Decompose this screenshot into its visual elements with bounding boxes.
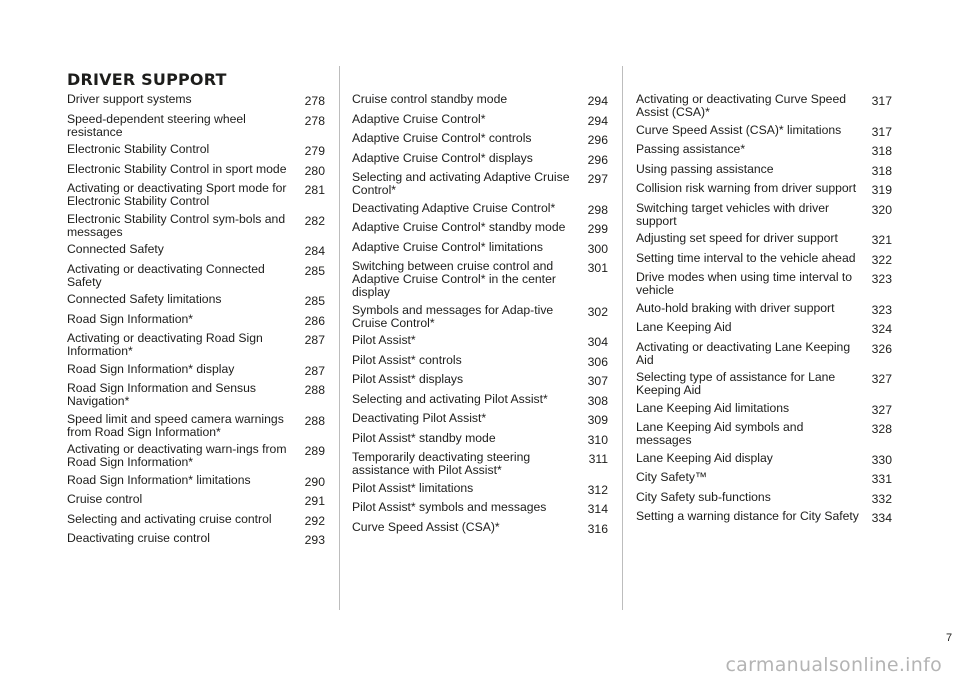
toc-entry-title[interactable]: Lane Keeping Aid display <box>636 450 773 465</box>
toc-entry-title[interactable]: Cruise control <box>67 492 143 506</box>
toc-entry-page[interactable]: 318 <box>871 144 892 158</box>
toc-entry-page[interactable]: 292 <box>304 513 325 528</box>
toc-column-2 <box>352 93 608 540</box>
page-number: 7 <box>946 632 953 644</box>
toc-entry-title[interactable]: City Safety™ <box>636 470 708 484</box>
toc-entry[interactable] <box>67 293 325 308</box>
watermark: carmanualsonline.info <box>725 654 942 676</box>
toc-entry-title[interactable]: Adaptive Cruise Control* displays <box>352 150 533 165</box>
toc-entry-title[interactable]: Connected Safety <box>67 242 164 256</box>
toc-entry-page[interactable]: 288 <box>304 383 325 397</box>
toc-entry-title[interactable]: Symbols and messages for Adap-tive Cruise Control* <box>352 302 554 330</box>
toc-entry-page[interactable]: 321 <box>871 233 892 247</box>
toc-entry[interactable] <box>352 241 608 256</box>
toc-entry[interactable] <box>636 182 892 197</box>
toc-entry[interactable] <box>352 432 608 447</box>
toc-entry-page[interactable]: 293 <box>304 533 325 547</box>
toc-entry-title[interactable]: Activating or deactivating Road Sign Information* <box>67 331 263 358</box>
toc-entry-page[interactable]: 330 <box>871 452 892 467</box>
toc-entry[interactable] <box>67 243 325 258</box>
toc-entry[interactable] <box>67 313 325 328</box>
toc-entry-page[interactable]: 299 <box>587 222 608 236</box>
toc-entry[interactable] <box>67 143 325 158</box>
toc-entry[interactable] <box>636 302 892 317</box>
toc-entry-page[interactable]: 291 <box>304 494 325 508</box>
toc-entry-page[interactable]: 319 <box>871 183 892 197</box>
toc-entry[interactable] <box>352 113 608 128</box>
toc-entry-title[interactable]: City Safety sub-functions <box>636 489 771 504</box>
toc-entry[interactable] <box>636 252 892 267</box>
toc-entry-page[interactable]: 307 <box>587 374 608 388</box>
toc-entry-page[interactable]: 324 <box>871 322 892 336</box>
toc-entry-title[interactable]: Activating or deactivating Lane Keeping Aid <box>636 339 851 367</box>
toc-entry-page[interactable]: 317 <box>871 94 892 108</box>
toc-entry[interactable] <box>636 124 892 139</box>
toc-entry[interactable] <box>67 182 325 208</box>
toc-entry-title[interactable]: Selecting and activating Adaptive Cruise Control* <box>352 170 570 197</box>
toc-entry-title[interactable]: Electronic Stability Control in sport mode <box>67 161 287 176</box>
toc-entry[interactable] <box>67 493 325 508</box>
toc-entry-page[interactable]: 308 <box>587 393 608 408</box>
toc-entry-page[interactable]: 282 <box>304 213 325 228</box>
toc-entry[interactable] <box>67 113 325 139</box>
toc-entry[interactable] <box>67 513 325 528</box>
toc-entry-page[interactable]: 334 <box>871 511 892 525</box>
toc-entry-page[interactable]: 311 <box>588 452 608 466</box>
toc-entry-page[interactable]: 294 <box>587 94 608 108</box>
toc-entry-page[interactable]: 306 <box>587 354 608 369</box>
toc-column-1 <box>67 93 325 552</box>
toc-entry-page[interactable]: 286 <box>304 313 325 328</box>
toc-entry-page[interactable]: 284 <box>304 244 325 258</box>
toc-entry-title[interactable]: Speed-dependent steering wheel resistance <box>67 111 246 139</box>
toc-column-3 <box>636 93 892 530</box>
toc-entry-page[interactable]: 327 <box>871 372 892 386</box>
toc-entry-title[interactable]: Pilot Assist* symbols and messages <box>352 500 547 514</box>
toc-entry-page[interactable]: 326 <box>871 341 892 356</box>
toc-entry-title[interactable]: Using passing assistance <box>636 161 774 176</box>
toc-entry-title[interactable]: Deactivating Adaptive Cruise Control* <box>352 200 556 215</box>
toc-entry[interactable] <box>352 202 608 217</box>
toc-entry-title[interactable]: Drive modes when using time interval to vehicle <box>636 270 853 297</box>
toc-entry-page[interactable]: 287 <box>304 363 325 378</box>
toc-entry-title[interactable]: Road Sign Information and Sensus Navigation* <box>67 381 257 408</box>
toc-entry-title[interactable]: Electronic Stability Control sym-bols and messages <box>67 211 286 239</box>
toc-entry-page[interactable]: 301 <box>587 261 608 275</box>
toc-entry-title[interactable]: Driver support systems <box>67 92 192 106</box>
toc-entry-page[interactable]: 279 <box>304 144 325 158</box>
toc-entry[interactable] <box>352 354 608 369</box>
toc-entry-title[interactable]: Road Sign Information* <box>67 311 194 326</box>
toc-entry-page[interactable]: 288 <box>304 413 325 428</box>
toc-entry-page[interactable]: 294 <box>587 113 608 128</box>
toc-entry-title[interactable]: Pilot Assist* standby mode <box>352 430 496 445</box>
toc-entry-title[interactable]: Pilot Assist* controls <box>352 352 462 367</box>
toc-entry-page[interactable]: 281 <box>304 183 325 197</box>
toc-entry-title[interactable]: Adaptive Cruise Control* controls <box>352 131 532 145</box>
toc-entry[interactable] <box>67 263 325 289</box>
toc-entry[interactable] <box>636 93 892 119</box>
toc-entry-title[interactable]: Adjusting set speed for driver support <box>636 231 838 245</box>
toc-entry[interactable] <box>636 232 892 247</box>
toc-entry[interactable] <box>352 132 608 147</box>
toc-entry-page[interactable]: 318 <box>871 163 892 178</box>
toc-entry-title[interactable]: Adaptive Cruise Control* standby mode <box>352 220 566 234</box>
toc-entry[interactable] <box>352 521 608 536</box>
toc-entry-title[interactable]: Lane Keeping Aid symbols and messages <box>636 420 804 447</box>
toc-entry-title[interactable]: Road Sign Information* limitations <box>67 472 251 487</box>
toc-entry-page[interactable]: 331 <box>871 472 892 486</box>
toc-entry[interactable] <box>67 413 325 439</box>
toc-entry[interactable] <box>636 143 892 158</box>
toc-entry[interactable] <box>352 373 608 388</box>
toc-entry-title[interactable]: Setting a warning distance for City Safety <box>636 509 859 523</box>
toc-entry-page[interactable]: 287 <box>304 333 325 347</box>
toc-entry[interactable] <box>352 412 608 427</box>
toc-entry[interactable] <box>636 341 892 367</box>
toc-entry-title[interactable]: Selecting and activating cruise control <box>67 511 272 526</box>
toc-entry-page[interactable]: 302 <box>587 304 608 319</box>
toc-entry[interactable] <box>67 532 325 547</box>
toc-entry-title[interactable]: Adaptive Cruise Control* <box>352 111 486 126</box>
toc-entry-title[interactable]: Deactivating Pilot Assist* <box>352 411 487 425</box>
toc-entry-page[interactable]: 316 <box>587 521 608 536</box>
toc-entry-page[interactable]: 317 <box>871 124 892 139</box>
toc-entry[interactable] <box>636 471 892 486</box>
toc-entry-page[interactable]: 280 <box>304 163 325 178</box>
toc-entry[interactable] <box>636 421 892 447</box>
toc-entry-page[interactable]: 278 <box>304 113 325 128</box>
toc-entry-title[interactable]: Pilot Assist* <box>352 333 416 347</box>
toc-entry-page[interactable]: 298 <box>587 202 608 217</box>
toc-entry-title[interactable]: Road Sign Information* display <box>67 361 235 376</box>
toc-entry-title[interactable]: Pilot Assist* limitations <box>352 480 474 495</box>
toc-entry-page[interactable]: 327 <box>871 402 892 417</box>
toc-entry-title[interactable]: Deactivating cruise control <box>67 531 210 545</box>
toc-entry-title[interactable]: Setting time interval to the vehicle ahead <box>636 250 856 265</box>
toc-entry-page[interactable]: 285 <box>304 294 325 308</box>
toc-entry-page[interactable]: 314 <box>587 502 608 516</box>
toc-entry-title[interactable]: Activating or deactivating warn-ings from Road Sign Information* <box>67 442 287 469</box>
toc-entry-title[interactable]: Adaptive Cruise Control* limitations <box>352 239 544 254</box>
toc-entry-title[interactable]: Connected Safety limitations <box>67 292 222 306</box>
toc-entry-page[interactable]: 278 <box>304 94 325 108</box>
toc-entry[interactable] <box>352 482 608 497</box>
toc-entry[interactable] <box>352 152 608 167</box>
toc-entry[interactable] <box>636 321 892 336</box>
toc-entry-page[interactable]: 309 <box>587 413 608 427</box>
toc-entry-title[interactable]: Switching target vehicles with driver support <box>636 200 830 228</box>
toc-entry-title[interactable]: Selecting and activating Pilot Assist* <box>352 391 548 406</box>
toc-entry-page[interactable]: 310 <box>587 432 608 447</box>
toc-entry-page[interactable]: 323 <box>871 272 892 286</box>
toc-entry-page[interactable]: 296 <box>587 152 608 167</box>
toc-entry-page[interactable]: 289 <box>304 444 325 458</box>
toc-entry-title[interactable]: Auto-hold braking with driver support <box>636 300 835 315</box>
column-divider <box>339 66 340 610</box>
toc-entry-page[interactable]: 297 <box>587 172 608 186</box>
toc-entry-title[interactable]: Collision risk warning from driver support <box>636 181 857 195</box>
toc-entry[interactable] <box>636 271 892 297</box>
toc-entry-title[interactable]: Activating or deactivating Curve Speed Assist (CSA)* <box>636 92 847 119</box>
toc-entry-title[interactable]: Activating or deactivating Sport mode for Electronic Stability Control <box>67 181 287 208</box>
toc-entry-title[interactable]: Passing assistance* <box>636 142 746 156</box>
toc-entry-page[interactable]: 323 <box>871 302 892 317</box>
toc-entry[interactable] <box>352 393 608 408</box>
toc-entry[interactable] <box>67 382 325 408</box>
toc-entry-title[interactable]: Electronic Stability Control <box>67 142 210 156</box>
toc-entry[interactable] <box>352 451 608 477</box>
toc-entry-page[interactable]: 285 <box>304 263 325 278</box>
toc-entry-title[interactable]: Pilot Assist* displays <box>352 372 464 386</box>
toc-entry[interactable] <box>352 171 608 197</box>
toc-entry-title[interactable]: Activating or deactivating Connected Safety <box>67 261 265 289</box>
toc-entry[interactable] <box>636 510 892 525</box>
toc-entry-page[interactable]: 304 <box>587 335 608 349</box>
toc-entry-title[interactable]: Lane Keeping Aid <box>636 320 732 334</box>
column-divider <box>622 66 623 610</box>
toc-entry[interactable] <box>352 501 608 516</box>
toc-entry-page[interactable]: 328 <box>871 422 892 436</box>
toc-entry[interactable] <box>67 163 325 178</box>
toc-entry-page[interactable]: 332 <box>871 491 892 506</box>
toc-entry[interactable] <box>636 202 892 228</box>
toc-entry[interactable] <box>352 304 608 330</box>
toc-entry[interactable] <box>636 163 892 178</box>
toc-entry[interactable] <box>67 332 325 358</box>
section-heading: DRIVER SUPPORT <box>67 70 227 89</box>
toc-entry[interactable] <box>67 474 325 489</box>
toc-entry-title[interactable]: Speed limit and speed camera warnings from Road Sign Information* <box>67 411 284 439</box>
toc-entry-title[interactable]: Switching between cruise control and Adaptive Cruise Control* in the center display <box>352 259 556 299</box>
toc-entry-title[interactable]: Curve Speed Assist (CSA)* <box>352 519 500 534</box>
toc-entry-page[interactable]: 290 <box>304 474 325 489</box>
toc-entry-title[interactable]: Selecting type of assistance for Lane Keeping Aid <box>636 370 836 397</box>
toc-entry[interactable] <box>636 371 892 397</box>
toc-entry-title[interactable]: Temporarily deactivating steering assistance with Pilot Assist* <box>352 450 531 477</box>
toc-entry[interactable] <box>636 491 892 506</box>
toc-entry-title[interactable]: Lane Keeping Aid limitations <box>636 400 790 415</box>
toc-entry-page[interactable]: 296 <box>587 133 608 147</box>
toc-entry-page[interactable]: 320 <box>871 202 892 217</box>
toc-entry[interactable] <box>636 402 892 417</box>
toc-entry[interactable] <box>67 363 325 378</box>
toc-entry[interactable] <box>67 443 325 469</box>
toc-entry-title[interactable]: Curve Speed Assist (CSA)* limitations <box>636 122 842 137</box>
toc-entry-page[interactable]: 312 <box>587 482 608 497</box>
toc-entry[interactable] <box>352 260 608 299</box>
toc-entry-page[interactable]: 322 <box>871 252 892 267</box>
toc-entry[interactable] <box>636 452 892 467</box>
toc-entry-page[interactable]: 300 <box>587 241 608 256</box>
toc-entry[interactable] <box>352 93 608 108</box>
toc-entry[interactable] <box>67 93 325 108</box>
toc-entry[interactable] <box>352 221 608 236</box>
toc-entry[interactable] <box>67 213 325 239</box>
toc-entry[interactable] <box>352 334 608 349</box>
toc-entry-title[interactable]: Cruise control standby mode <box>352 92 508 106</box>
